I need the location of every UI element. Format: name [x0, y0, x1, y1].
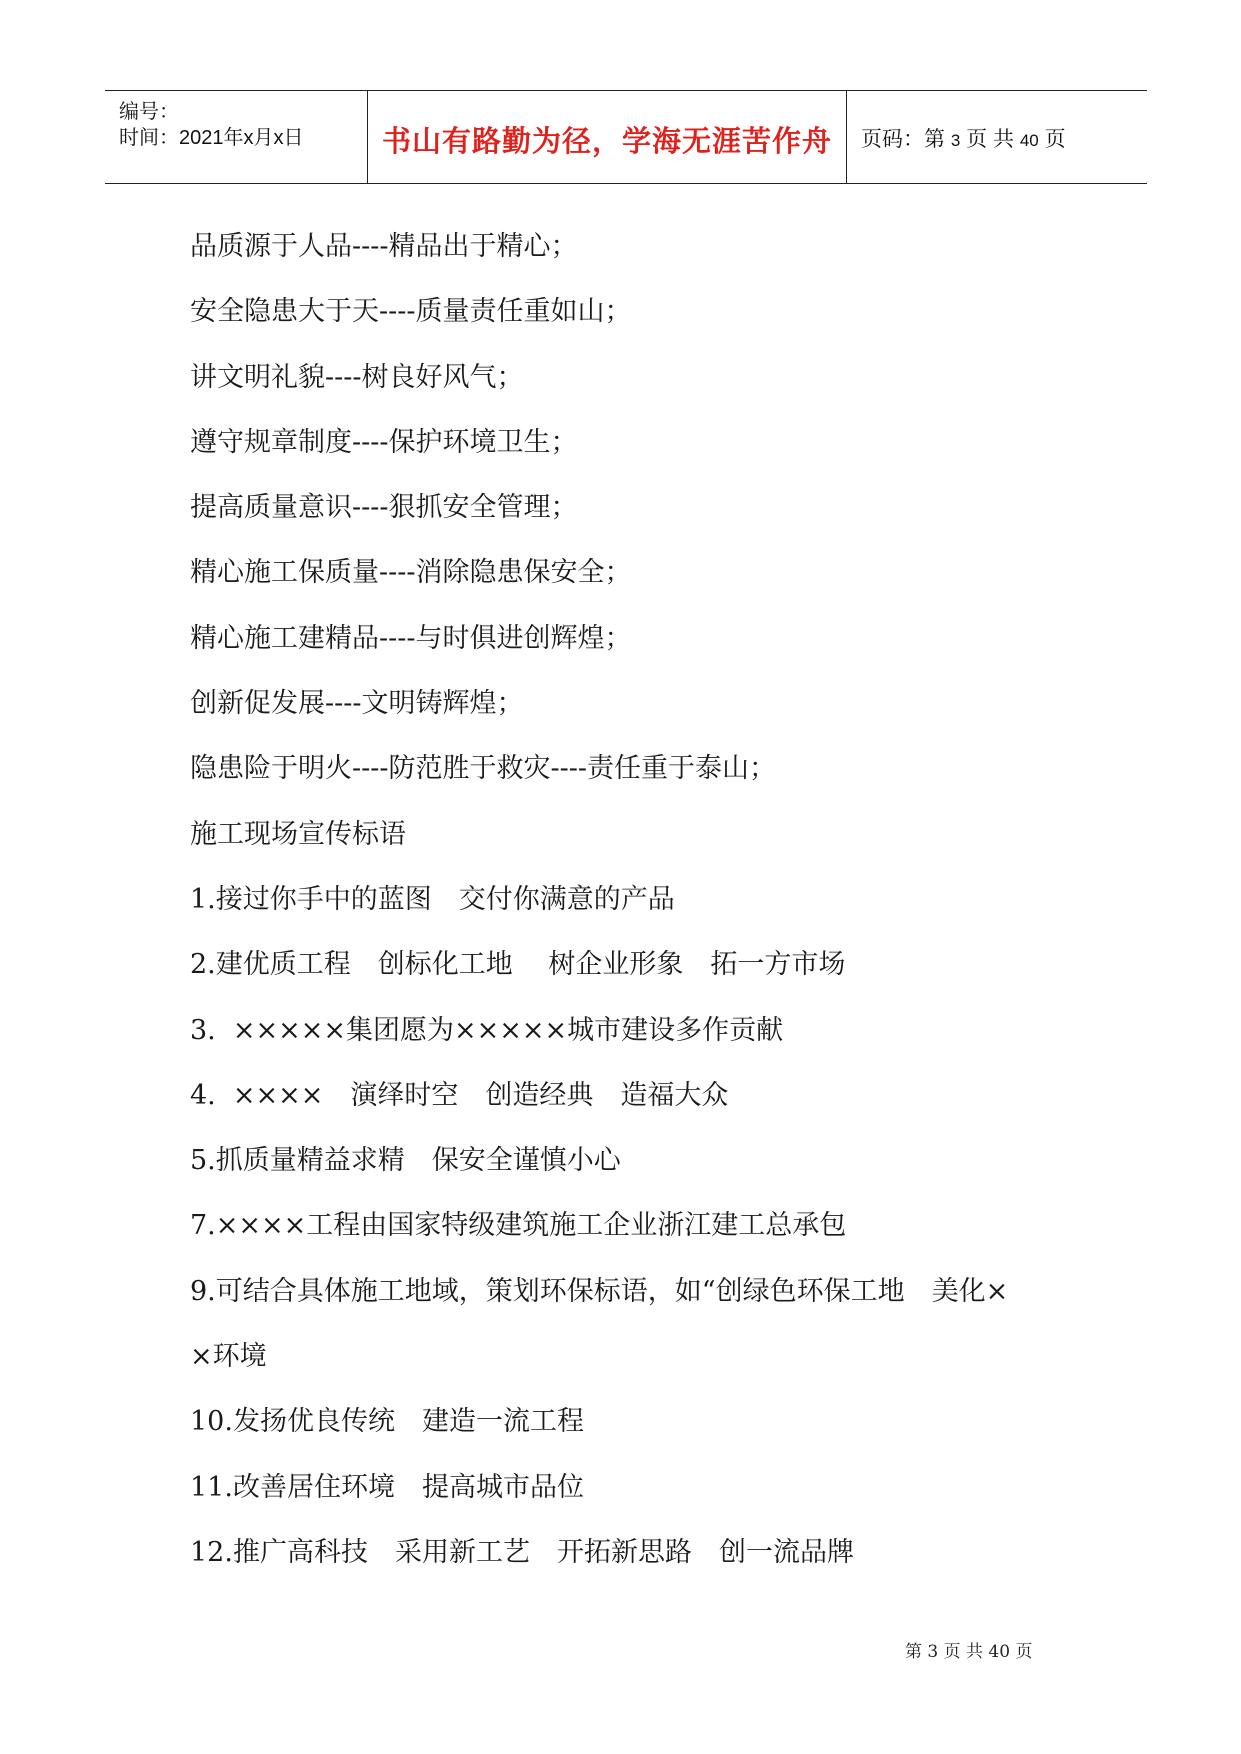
document-body [190, 214, 1090, 1585]
list-item: 12.推广高科技 采用新工艺 开拓新思路 创一流品牌 [190, 1536, 854, 1568]
header-motto-cell [368, 91, 847, 183]
text-line: 隐患险于明火----防范胜于救灾----责任重于泰山； [190, 753, 776, 785]
header-meta-cell [105, 91, 368, 183]
page-suffix: 页 [1044, 128, 1066, 151]
header-page-cell [847, 91, 1147, 183]
text-line: 精心施工保质量----消除隐患保安全； [190, 557, 632, 589]
number-label: 编号： [119, 101, 179, 123]
page-mid: 页 共 [966, 128, 1014, 151]
text-line: 创新促发展----文明铸辉煌； [190, 688, 524, 720]
section-heading: 施工现场宣传标语 [190, 818, 406, 850]
page-number: 3 [950, 131, 961, 150]
text-line: 讲文明礼貌----树良好风气； [190, 361, 524, 393]
text-line: 安全隐患大于天----质量责任重如山； [190, 296, 632, 328]
list-item: 9.可结合具体施工地域，策划环保标语，如“创绿色环保工地 美化× [190, 1275, 1009, 1307]
page-footer: 第 3 页 共 40 页 [905, 1642, 1033, 1662]
list-item: 3. ×××××集团愿为×××××城市建设多作贡献 [190, 1014, 784, 1046]
list-item: 7.××××工程由国家特级建筑施工企业浙江建工总承包 [190, 1210, 847, 1242]
text-line: 遵守规章制度----保护环境卫生； [190, 426, 578, 458]
list-item: 2.建优质工程 创标化工地 树企业形象 拓一方市场 [190, 949, 846, 981]
time-label: 时间：2021年x月x日 [119, 127, 304, 149]
text-line: 品质源于人品----精品出于精心； [190, 231, 578, 262]
list-item-continuation: ×环境 [190, 1341, 267, 1373]
motto: 书山有路勤为径，学海无涯苦作舟 [381, 124, 832, 158]
page-prefix: 页码：第 [861, 128, 945, 151]
text-line: 精心施工建精品----与时俱进创辉煌； [190, 622, 632, 654]
text-line: 提高质量意识----狠抓安全管理； [190, 492, 578, 524]
page-header [105, 90, 1147, 184]
list-item: 11.改善居住环境 提高城市品位 [190, 1471, 584, 1503]
list-item: 5.抓质量精益求精 保安全谨慎小心 [190, 1145, 621, 1177]
list-item: 4. ×××× 演绎时空 创造经典 造福大众 [190, 1079, 729, 1111]
page-indicator [861, 123, 1066, 153]
list-item: 10.发扬优良传统 建造一流工程 [190, 1406, 584, 1438]
page-total: 40 [1019, 131, 1039, 150]
list-item: 1.接过你手中的蓝图 交付你满意的产品 [190, 883, 675, 915]
